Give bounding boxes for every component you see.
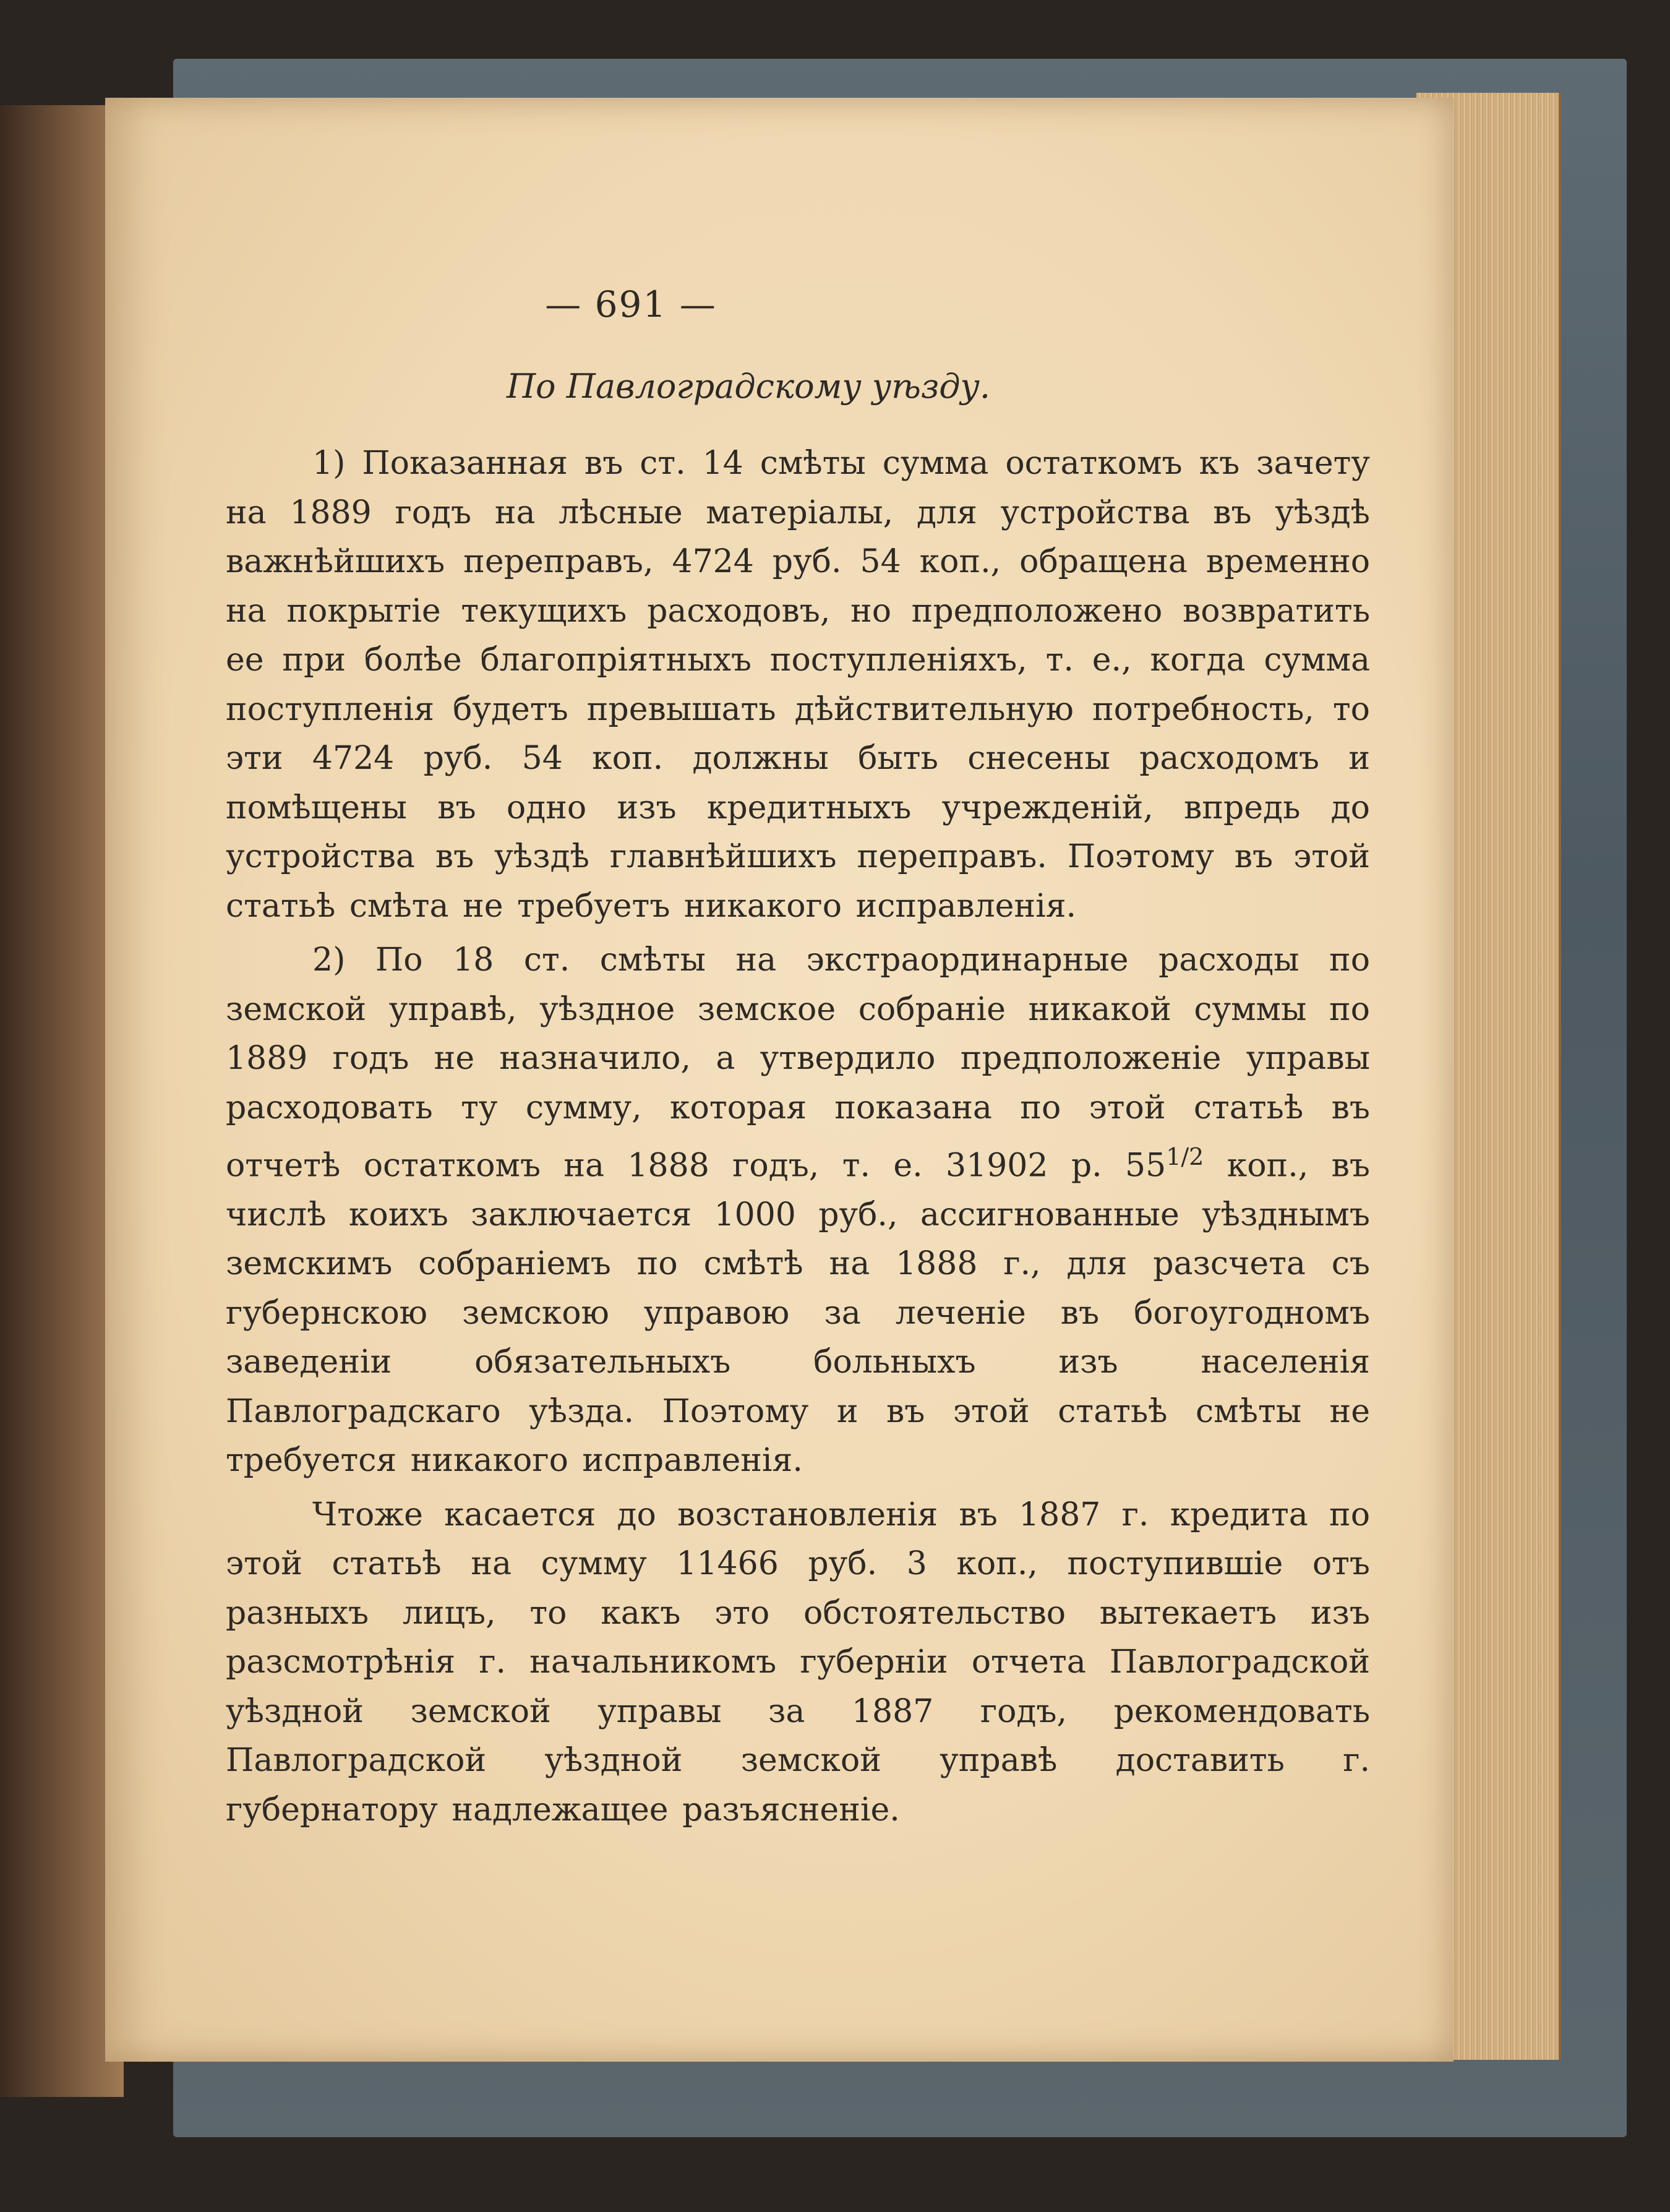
- fraction: 1/2: [1166, 1143, 1204, 1170]
- paragraph-3: Чтоже касается до возстановленія въ 1887 г. кредита по этой статьѣ на сумму 11466 руб. 3 коп., поступившіе отъ разныхъ лицъ, то какъ это обстоятельство вытекаетъ изъ разсмотрѣнія г. начальникомъ губерніи отчета Павлоградской уѣздной земской управы за 1887 годъ, рекомендовать Павлоградской уѣздной земской управѣ доставить г. губернатору надлежащее разъясненіе.: [226, 1496, 1370, 1828]
- paragraph-2: [226, 936, 1370, 1486]
- paragraph-1: 1) Показанная въ ст. 14 смѣты сумма остаткомъ къ зачету на 1889 годъ на лѣсные матеріалы, для устройства въ уѣздѣ важнѣйшихъ переправъ, 4724 руб. 54 коп., обращена временно на покрытіе текущихъ расходовъ, но предположено возвратить ее при болѣе благопріятныхъ поступленіяхъ, т. е., когда сумма поступленія будетъ превышать дѣйствительную потребность, то эти 4724 руб. 54 коп. должны быть снесены расходомъ и помѣщены въ одно изъ кредитныхъ учрежденій, впредь до устройства въ уѣздѣ главнѣйшихъ переправъ. Поэтому въ этой статьѣ смѣта не требуетъ никакого исправленія.: [226, 445, 1370, 925]
- section-title: По Павлоградскому уѣзду.: [506, 367, 991, 406]
- paragraph-2-start: 2) По 18 ст. смѣты на экстраординарные расходы по земской управѣ, уѣздное земское собраніе никакой суммы по 1889 годъ не назначило, а утвердило предположеніе управы расходовать ту сумму, которая показана по этой статьѣ въ отчетѣ остаткомъ на 1888 годъ, т. е. 31902 р. 55: [226, 941, 1370, 1185]
- page-number: — 691 —: [545, 283, 717, 325]
- body-text: [226, 439, 1370, 1840]
- paragraph-2-end: коп., въ числѣ коихъ заключается 1000 руб., ассигнованные уѣзднымъ земскимъ собраніемъ по смѣтѣ на 1888 г., для разсчета съ губернскою земскою управою за леченіе въ богоугодномъ заведеніи обязательныхъ больныхъ изъ населенія Павлоградскаго уѣзда. Поэтому и въ этой статьѣ смѣты не требуется никакого исправленія.: [226, 1147, 1370, 1480]
- book-page: [105, 98, 1454, 2062]
